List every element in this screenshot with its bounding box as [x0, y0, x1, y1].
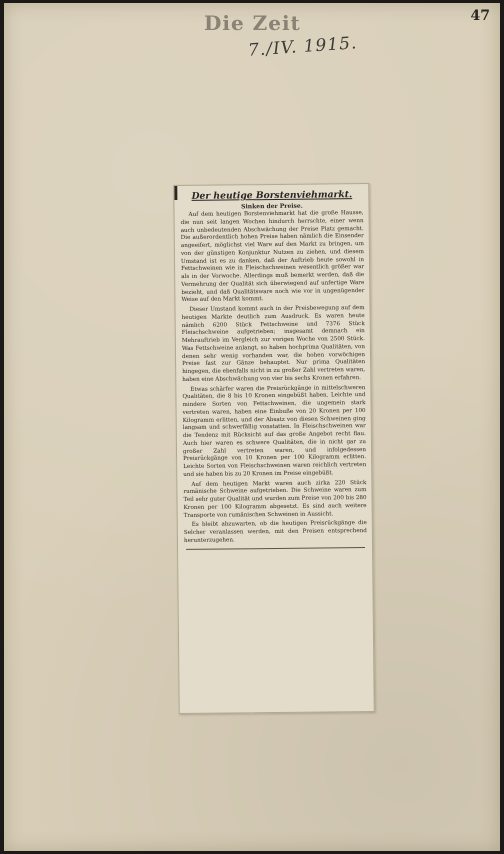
article-paragraph-4: Auf dem heutigen Markt waren auch zirka 220 Stück rumänische Schweine aufgetrieben. Die Schweine waren zum Teil sehr guter Qualität und wurden zum Preise von 200 bis 280 Kronen per 100 Kilogramm abgesetzt. Es sind auch weitere Transporte von rumänischen Schweinen in Aussicht. [183, 479, 367, 519]
archive-sheet [4, 3, 500, 851]
article-paragraph-5: Es bleibt abzuwarten, ob die heutigen Preisrückgänge die Selcher veranlassen werden, mit den Preisen entsprechend herunterzugehen. [183, 520, 367, 544]
article-paragraph-1: Auf dem heutigen Borstenviehmarkt hat die große Hausse, die nun seit langen Wochen hindurch herrschte, einer wenn auch unbedeutenden Abschwächung der Preise Platz gemacht. Die außerordentlich hohen Preise haben nämlich die Einsender angeeifert, möglichst viel Ware auf den Markt zu bringen, um von der günstigen Konjunktur Nutzen zu ziehen, und diesem Umstand ist es zu danken, daß der Auftrieb heute sowohl in Fettschweinen wie in Fleischschweinen wesentlich größer war als in der Vorwoche. Allerdings muß bemerkt werden, daß die Vermehrung der Qualität sich überwiegend auf unfertige Ware bezieht, und daß Qualitätsware noch wie vor in ungenügender Weise auf den Markt kommt. [180, 210, 365, 304]
newspaper-stamp: Die Zeit [204, 11, 301, 35]
handwritten-date: 7./IV. 1915. [247, 33, 359, 61]
article-end-rule [186, 547, 365, 550]
article-paragraph-2: Dieser Umstand kommt auch in der Preisbewegung auf dem heutigen Markte deutlich zum Ausdruck. Es waren heute nämlich 6200 Stück Fettschweine und 7376 Stück Fleischschweine aufgetrieben; insgesamt demnach ein Mehrauftrieb im Vergleich zur vorigen Woche von 2500 Stück. Was Fettschweine anlangt, so haben hochprima Qualitäten, von denen sehr wenig vorhanden war, die hohen vorwöchigen Preise fast zur Gänze behauptet. Nur prima Qualitäten hingegen, die ebenfalls nicht in zu großer Zahl vertreten waren, haben eine Abschwächung von vier bis sechs Kronen erfahren. [181, 305, 366, 383]
article-subhead: Sinken der Preise. [241, 202, 303, 211]
newspaper-clipping [173, 183, 375, 714]
article-headline: Der heutige Borstenviehmarkt. [191, 189, 353, 202]
page-number: 47 [470, 8, 490, 24]
article-paragraph-3: Etwas schärfer waren die Preisrückgänge in mittelschweren Qualitäten, die 8 bis 10 Kronen eingebüßt haben. Leichte und mindere Sorten von Fettschweinen, die ungemein stark vertreten waren, haben eine Einbuße von 20 Kronen per 100 Kilogramm erlitten, und der Absatz von diesen Schweinen ging langsam und schwerfällig vonstatten. In Fleischschweinen war die Tendenz mit Rücksicht auf das große Angebot recht flau. Auch hier waren es schwere Qualitäten, die in nicht gar zu großer Zahl vertreten waren, und infolgedessen Preisrückgänge von 10 Kronen per 100 Kilogramm erlitten. Leichte Sorten von Fleischschweinen waren reichlich vertreten und sie haben bis zu 20 Kronen im Preise eingebüßt. [182, 384, 367, 478]
clipping-edge-mark [174, 186, 177, 200]
